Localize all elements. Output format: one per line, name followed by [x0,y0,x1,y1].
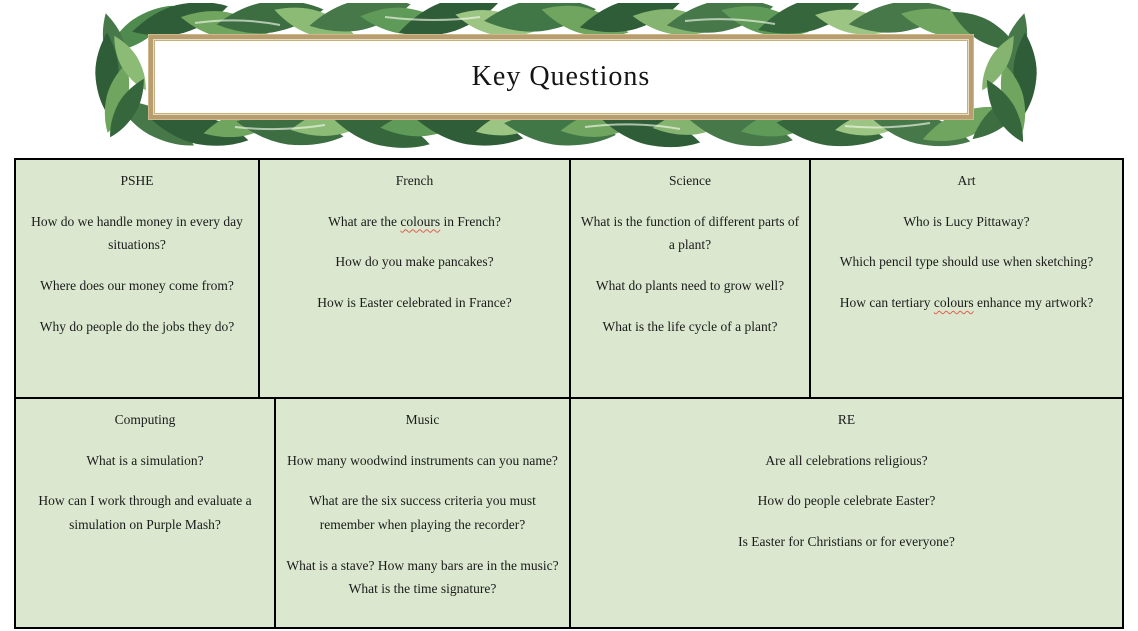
question-text: How can tertiary colours enhance my artwork? [839,294,1094,310]
table-row [16,397,1122,627]
question-text: What are the six success criteria you must remember when playing the recorder? [309,493,536,532]
question-text: How do you make pancakes? [335,254,494,270]
subject-header: French [395,173,434,188]
page-title: Key Questions [471,61,651,92]
subject-cell-french [258,160,569,397]
subject-header: PSHE [120,173,154,188]
subject-header: Computing [114,412,176,427]
subject-header: RE [837,412,856,427]
misspelled-word: colours [933,294,974,310]
title-box [149,35,973,119]
question-text: What is the function of different parts of a plant? [580,213,800,253]
question-text: How is Easter celebrated in France? [317,294,512,310]
question-text: Why do people do the jobs they do? [39,318,235,334]
subject-cell-computing [16,399,274,627]
question-text: Is Easter for Christians or for everyone? [738,533,955,549]
question-text: Who is Lucy Pittaway? [903,213,1030,229]
misspelled-word: colours [400,213,441,229]
question-text: Where does our money come from? [40,277,234,293]
subject-cell-art [809,160,1122,397]
question-text: Which pencil type should use when sketching? [839,254,1094,270]
table-row [16,160,1122,397]
question-text: What are the colours in French? [328,213,501,229]
subject-header: Science [669,173,711,188]
key-questions-table [14,158,1124,629]
question-text: What do plants need to grow well? [595,277,785,293]
subject-cell-re [569,399,1122,627]
question-text: Are all celebrations religious? [765,452,928,468]
subject-cell-music [274,399,569,627]
question-text: How do we handle money in every day situations? [31,213,243,253]
question-text: What is a stave? How many bars are in the music? What is the time signature? [286,557,559,597]
subject-cell-pshe [16,160,258,397]
question-text: How do people celebrate Easter? [757,493,936,509]
banner [85,3,1050,148]
subject-header: Music [405,412,440,427]
question-text: What is the life cycle of a plant? [602,318,778,334]
question-text: How can I work through and evaluate a simulation on Purple Mash? [38,493,252,532]
question-text: How many woodwind instruments can you name? [287,452,558,468]
question-text: What is a simulation? [86,452,204,468]
subject-header: Art [957,173,976,188]
subject-cell-science [569,160,809,397]
